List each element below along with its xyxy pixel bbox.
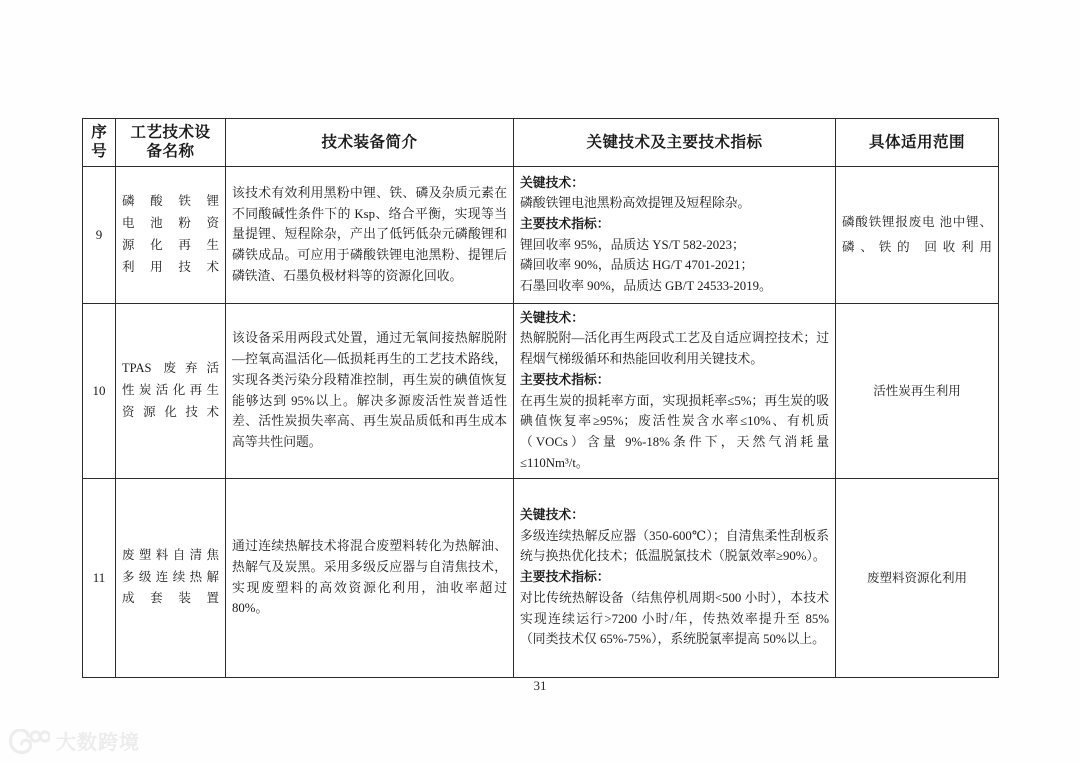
column-header-equipment-name — [116, 119, 226, 167]
watermark — [8, 729, 140, 757]
column-header-equipment-name-line1: 工艺技术设 — [130, 124, 211, 141]
column-header-scope: 具体适用范围 — [836, 119, 999, 167]
column-header-sequence-line1: 序 — [91, 124, 107, 141]
row-scope: 活性炭再生利用 — [836, 303, 999, 478]
page-number: 31 — [533, 678, 547, 693]
row-equipment-name-line: 源化再生 — [122, 237, 219, 252]
table-row — [83, 478, 999, 677]
row-scope: 废塑料资源化利用 — [836, 478, 999, 677]
table-header — [83, 119, 999, 167]
row-equipment-name-line: 利用技术 — [122, 259, 219, 274]
table-header-row — [83, 119, 999, 167]
main-index-line: 锂回收率 95%，品质达 YS/T 582-2023； — [520, 237, 745, 252]
main-index-line: 磷回收率 90%，品质达 HG/T 4701-2021； — [520, 258, 754, 273]
column-header-equipment-name-line2: 备名称 — [146, 143, 195, 161]
row-key-technology — [514, 478, 836, 677]
column-header-sequence-line2: 号 — [91, 143, 107, 161]
spiral-dots-logo-icon — [8, 729, 50, 757]
row-sequence-number: 11 — [83, 478, 116, 677]
row-equipment-name-line: 磷酸铁锂 — [122, 194, 219, 208]
main-index-label: 主要技术指标： — [520, 372, 610, 387]
key-technology-text: 磷酸铁锂电池黑粉高效提锂及短程除杂。 — [520, 196, 751, 211]
technology-table — [82, 118, 999, 678]
column-header-key-technology: 关键技术及主要技术指标 — [514, 119, 836, 167]
row-scope-line: 回收利用 — [924, 239, 992, 254]
row-description: 该技术有效利用黑粉中锂、铁、磷及杂质元素在不同酸碱性条件下的 Ksp、络合平衡，实现等当量提锂、短程除杂，产出了低钙低杂元磷酸锂和磷铁成品。可应用于磷酸铁锂电池黑粉、提锂后磷铁渣、石墨负极材料等的资源化回收。 — [226, 166, 514, 303]
technology-table-container — [82, 118, 998, 678]
watermark-text: 大数跨境 — [56, 732, 140, 754]
main-index-label: 主要技术指标： — [520, 217, 610, 232]
row-sequence-number: 9 — [83, 166, 116, 303]
row-equipment-name-line: 成套装置 — [122, 591, 219, 606]
row-sequence-number: 10 — [83, 303, 116, 478]
table-row — [83, 303, 999, 478]
key-technology-text: 热解脱附—活化再生两段式工艺及自适应调控技术；过程烟气梯级循环和热能回收利用关键技术。 — [520, 331, 829, 367]
main-index-label: 主要技术指标： — [520, 570, 610, 585]
table-row — [83, 166, 999, 303]
row-equipment-name-line: 性炭活化再生 — [122, 382, 219, 397]
key-technology-text: 多级连续热解反应器（350-600℃）；自清焦柔性刮板系统与换热优化技术；低温脱氯技术（脱氯效率≥90%）。 — [520, 528, 829, 564]
row-scope-line: 池中锂、磷、铁的 — [842, 215, 992, 254]
row-equipment-name-line: TPAS 废弃活 — [122, 360, 219, 375]
column-header-description: 技术装备简介 — [226, 119, 514, 167]
row-equipment-name — [116, 478, 226, 677]
key-technology-label: 关键技术： — [520, 175, 584, 190]
row-scope-line: 磷酸铁锂报废电 — [842, 215, 936, 230]
row-equipment-name-line: 废塑料自清焦 — [122, 547, 219, 562]
column-header-sequence — [83, 119, 116, 167]
row-key-technology — [514, 166, 836, 303]
row-description: 通过连续热解技术将混合废塑料转化为热解油、热解气及炭黑。采用多级反应器与自清焦技术，实现废塑料的高效资源化利用，油收率超过 80%。 — [226, 478, 514, 677]
row-equipment-name — [116, 166, 226, 303]
main-index-line: 对比传统热解设备（结焦停机周期<500 小时），本技术实现连续运行>7200 小时/年，传热效率提升至 85%（同类技术仅 65%-75%），系统脱氯率提高 50%以上。 — [520, 590, 829, 647]
row-key-technology — [514, 303, 836, 478]
key-technology-label: 关键技术： — [520, 507, 584, 522]
row-equipment-name-line: 资源化技术 — [122, 404, 219, 419]
row-equipment-name — [116, 303, 226, 478]
row-equipment-name-line: 多级连续热解 — [122, 569, 219, 584]
table-body — [83, 166, 999, 677]
row-description: 该设备采用两段式处置，通过无氧间接热解脱附—控氧高温活化—低损耗再生的工艺技术路线，实现各类污染分段精准控制，再生炭的碘值恢复能够达到 95%以上。解决多源废活性炭普适性差、活性炭损失率高、再生炭品质低和再生成本高等共性问题。 — [226, 303, 514, 478]
main-index-line: 石墨回收率 90%，品质达 GB/T 24533-2019。 — [520, 279, 772, 294]
key-technology-label: 关键技术： — [520, 310, 584, 325]
row-equipment-name-line: 电池粉资 — [122, 215, 219, 230]
main-index-line: 在再生炭的损耗率方面，实现损耗率≤5%；再生炭的吸碘值恢复率≥95%；废活性炭含水率≤10%、有机质（VOCs）含量 9%-18%条件下，天然气消耗量≤110Nm³/t。 — [520, 393, 829, 470]
row-scope — [836, 166, 999, 303]
